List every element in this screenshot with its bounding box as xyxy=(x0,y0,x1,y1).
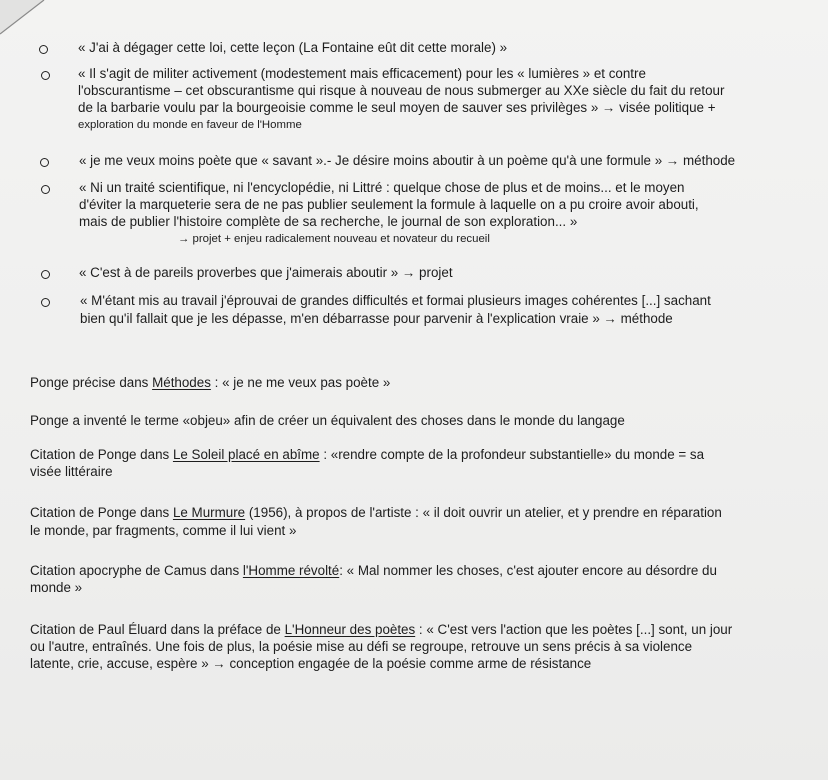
work-title: Méthodes xyxy=(152,375,211,390)
bullet-line: exploration du monde en faveur de l'Homme xyxy=(78,119,302,131)
text-run: Ponge précise dans xyxy=(30,375,153,390)
bullet-circle-icon xyxy=(41,185,50,194)
paragraph-line xyxy=(30,374,390,391)
paragraph-line xyxy=(30,446,704,463)
paragraph-line: monde » xyxy=(30,580,83,595)
bullet-circle-icon xyxy=(41,270,50,279)
text-run: Citation de Ponge dans xyxy=(30,447,173,462)
text-run: Citation de Ponge dans xyxy=(30,505,173,520)
work-title: Le Murmure xyxy=(172,505,246,520)
bullet-line: → projet + enjeu radicalement nouveau et novateur du recueil xyxy=(178,233,490,245)
text-run: Citation apocryphe de Camus dans xyxy=(30,563,243,578)
bullet-line: « Ni un traité scientifique, ni l'encyclopédie, ni Littré : quelque chose de plus et de moins... et le moyen xyxy=(79,180,685,195)
bullet-circle-icon xyxy=(41,71,50,80)
text-run: : « je ne me veux pas poète » xyxy=(210,375,391,390)
text-run: : « C'est vers l'action que les poètes [...] sont, un jour xyxy=(415,622,733,637)
text-run: (1956), à propos de l'artiste : « il doit ouvrir un atelier, et y prendre en réparation xyxy=(245,505,722,520)
bullet-line: bien qu'il fallait que je les dépasse, m'en débarrasse pour parvenir à l'explication vraie » → méthode xyxy=(80,311,673,326)
work-title: Le Soleil placé en abîme xyxy=(172,447,320,462)
text-run: Citation de Paul Éluard dans la préface de xyxy=(30,622,285,637)
bullet-line: « je me veux moins poète que « savant ».- Je désire moins aboutir à un poème qu'à une formule » → méthode xyxy=(79,153,736,168)
bullet-circle-icon xyxy=(41,298,50,307)
bullet-line: « M'étant mis au travail j'éprouvai de grandes difficultés et formai plusieurs images cohérentes [...] sachant xyxy=(80,293,711,308)
paragraph-line xyxy=(30,621,732,638)
work-title: L'Honneur des poètes xyxy=(284,622,416,637)
bullet-line: « Il s'agit de militer activement (modestement mais efficacement) pour les « lumières » et contre xyxy=(78,66,646,81)
paragraph-line: latente, crie, accuse, espère » → conception engagée de la poésie comme arme de résistance xyxy=(30,656,592,671)
paragraph-line: le monde, par fragments, comme il lui vient » xyxy=(30,523,297,538)
paragraph-line: ou l'autre, entraînés. Une fois de plus, la poésie mise au défi se regroupe, retrouve un sens précis à sa violence xyxy=(30,639,693,654)
work-title: l'Homme révolté xyxy=(242,563,340,578)
paragraph-line xyxy=(30,562,717,579)
paragraph-line: Ponge a inventé le terme «objeu» afin de créer un équivalent des choses dans le monde du langage xyxy=(30,413,625,428)
text-run: : « Mal nommer les choses, c'est ajouter encore au désordre du xyxy=(339,563,717,578)
bullet-circle-icon xyxy=(39,45,48,54)
text-run: : «rendre compte de la profondeur substantielle» du monde = sa xyxy=(319,447,705,462)
paragraph-line: visée littéraire xyxy=(30,464,113,479)
bullet-line: « J'ai à dégager cette loi, cette leçon (La Fontaine eût dit cette morale) » xyxy=(78,40,508,55)
bullet-line: l'obscurantisme – cet obscurantisme qui risque à nouveau de nous submerger au XXe siècle du fait du retour xyxy=(78,83,725,98)
bullet-line: de la barbarie voulu par la bourgeoisie comme le seul moyen de sauver ses privilèges » → visée politique + xyxy=(78,100,716,115)
bullet-line: mais de publier l'histoire complète de sa recherche, le journal de son exploration... » xyxy=(79,214,578,229)
paragraph-line xyxy=(30,504,722,521)
bullet-line: d'éviter la marqueterie sera de ne pas publier seulement la formule à laquelle on a pu croire avoir abouti, xyxy=(79,197,699,212)
page-fold-corner xyxy=(0,0,60,40)
bullet-circle-icon xyxy=(40,158,49,167)
bullet-line: « C'est à de pareils proverbes que j'aimerais aboutir » → projet xyxy=(79,265,453,280)
